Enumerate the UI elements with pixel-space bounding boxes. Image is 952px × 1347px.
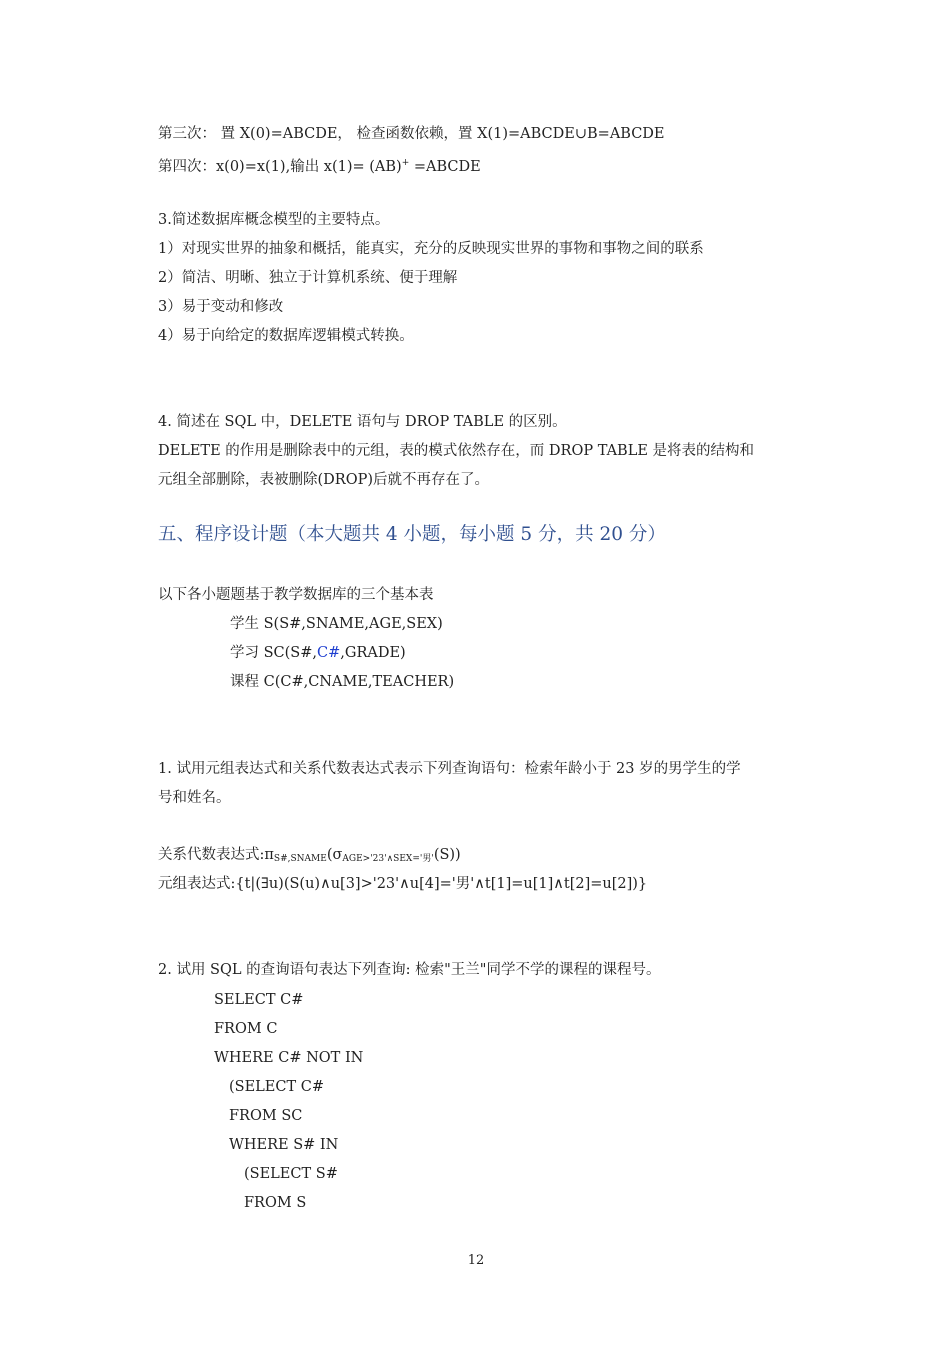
q3-item: 2）简洁、明晰、独立于计算机系统、便于理解 xyxy=(158,270,458,286)
relational-algebra-expression xyxy=(158,846,461,868)
q4-answer-line: 元组全部删除，表被删除(DROP)后就不再存在了。 xyxy=(158,472,489,488)
selection-symbol: (σ xyxy=(326,847,343,863)
third-iteration-line: 第三次： 置 X(0)=ABCDE， 检查函数依赖，置 X(1)=ABCDE∪B=ABCDE xyxy=(158,126,665,142)
algebra-prefix: 关系代数表达式:π xyxy=(158,847,274,863)
sql-line: FROM SC xyxy=(229,1108,303,1124)
sql-line: (SELECT C# xyxy=(229,1079,325,1095)
closure-superscript: + xyxy=(401,158,410,168)
p2-question: 2. 试用 SQL 的查询语句表达下列查询: 检索"王兰"同学不学的课程的课程号。 xyxy=(158,962,661,978)
fourth-iteration-line xyxy=(158,154,481,176)
p1-question-line: 号和姓名。 xyxy=(158,790,231,806)
table-sc xyxy=(230,644,406,662)
algebra-end: (S)) xyxy=(433,847,461,863)
sql-line: WHERE C# NOT IN xyxy=(214,1050,364,1066)
table-sc-prefix: 学习 SC(S#, xyxy=(230,645,317,661)
sql-line: FROM C xyxy=(214,1021,278,1037)
q3-title: 3.简述数据库概念模型的主要特点。 xyxy=(158,212,390,228)
table-sc-highlight: C# xyxy=(317,645,341,661)
tables-intro: 以下各小题题基于教学数据库的三个基本表 xyxy=(158,587,434,603)
q4-title: 4. 简述在 SQL 中，DELETE 语句与 DROP TABLE 的区别。 xyxy=(158,414,567,430)
fourth-iteration-result: =ABCDE xyxy=(409,159,481,175)
selection-subscript: AGE>'23'∧SEX='男' xyxy=(342,854,434,864)
table-sc-suffix: ,GRADE) xyxy=(340,645,406,661)
q3-item: 4）易于向给定的数据库逻辑模式转换。 xyxy=(158,328,414,344)
table-student: 学生 S(S#,SNAME,AGE,SEX) xyxy=(230,616,443,632)
q3-item: 3）易于变动和修改 xyxy=(158,299,284,315)
sql-line: WHERE S# IN xyxy=(229,1137,339,1153)
sql-line: (SELECT S# xyxy=(244,1166,338,1182)
sql-line: SELECT C# xyxy=(214,992,304,1008)
fourth-iteration-text: 第四次：x(0)=x(1),输出 x(1)= (AB) xyxy=(158,159,402,175)
page-number: 12 xyxy=(467,1253,485,1268)
q3-item: 1）对现实世界的抽象和概括，能真实，充分的反映现实世界的事物和事物之间的联系 xyxy=(158,241,704,257)
table-course: 课程 C(C#,CNAME,TEACHER) xyxy=(230,674,455,690)
section-heading: 五、程序设计题（本大题共 4 小题，每小题 5 分，共 20 分） xyxy=(158,524,666,545)
q4-answer-line: DELETE 的作用是删除表中的元组，表的模式依然存在，而 DROP TABLE 是将表的结构和 xyxy=(158,443,755,459)
tuple-expression: 元组表达式:{t|(∃u)(S(u)∧u[3]>'23'∧u[4]='男'∧t[1]=u[1]∧t[2]=u[2])} xyxy=(158,876,648,892)
p1-question-line: 1. 试用元组表达式和关系代数表达式表示下列查询语句：检索年龄小于 23 岁的男学生的学 xyxy=(158,761,741,777)
projection-subscript: S#,SNAME xyxy=(273,854,327,864)
sql-line: FROM S xyxy=(244,1195,307,1211)
